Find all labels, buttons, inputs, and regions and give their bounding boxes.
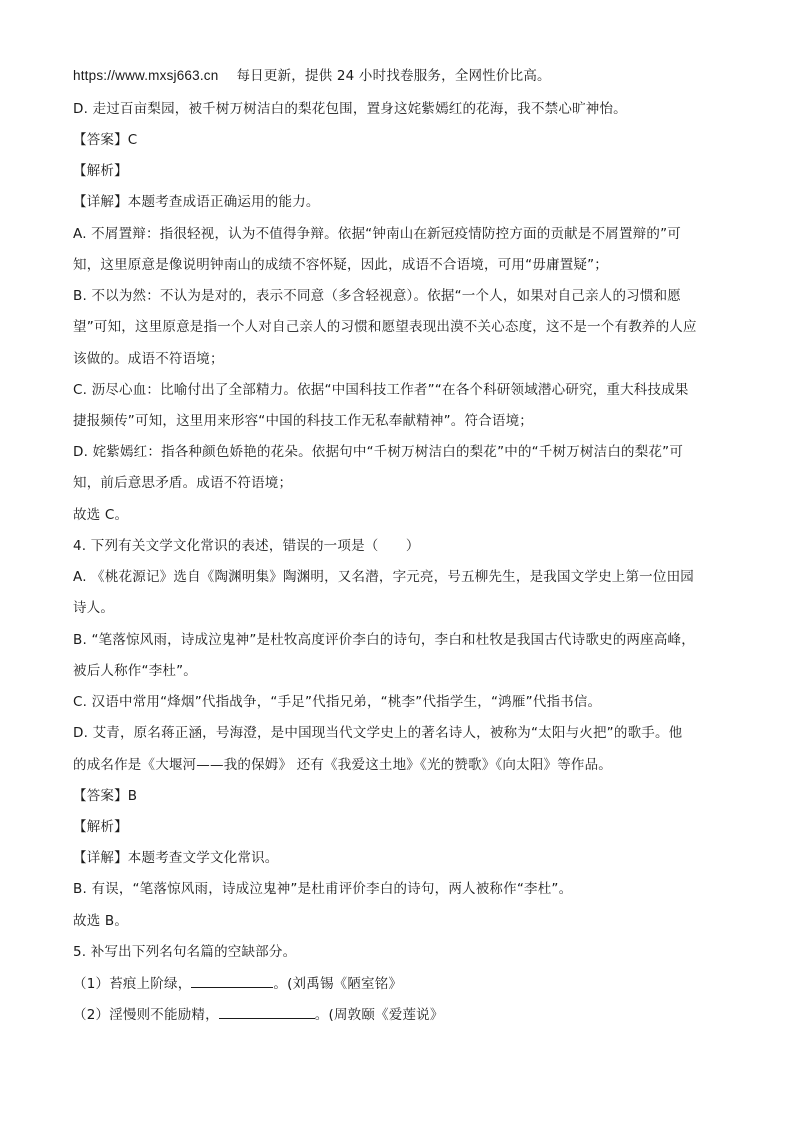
q3-answer: 【答案】C [73,132,138,148]
q4-explain: B. 有误，“笔落惊风雨，诗成泣鬼神”是杜甫评价李白的诗句，两人被称作“李杜”。 [73,881,573,897]
q4-answer: 【答案】B [73,788,138,804]
q5-item-2-blank [219,1005,315,1019]
q3-analysis-d-line1: D. 姹紫嫣红：指各种颜色娇艳的花朵。依据句中“千树万树洁白的梨花”中的“千树万树洁白的梨花”可 [73,444,684,460]
q3-analysis-c-line2: 捷报频传”可知，这里用来形容“中国的科技工作无私奉献精神”。符合语境； [73,413,533,429]
q5-item-1 [73,974,402,993]
q3-option-d: D. 走过百亩梨园，被千树万树洁白的梨花包围，置身这姹紫嫣红的花海，我不禁心旷神怡。 [73,101,627,117]
header-url[interactable]: https://www.mxsj663.cn [73,68,219,83]
page-header [73,67,551,85]
q4-option-d-line1: D. 艾青，原名蒋正涵，号海澄，是中国现当代文学史上的著名诗人，被称为“太阳与火把”的歌手。他 [73,725,683,741]
q3-analysis-a-line1: A. 不屑置辩：指很轻视，认为不值得争辩。依据“钟南山在新冠疫情防控方面的贡献是不屑置辩的”可 [73,226,681,242]
q5-item-2-suffix: 。(周敦颐《爱莲说》 [314,1007,444,1023]
q3-conclusion: 故选 C。 [73,507,129,523]
q3-analysis-b-line3: 该做的。成语不符语境； [73,351,224,367]
q5-item-1-suffix: 。(刘禹锡《陋室铭》 [273,976,403,992]
q4-detail: 【详解】本题考查文学文化常识。 [73,850,279,866]
q3-analysis-c-line1: C. 沥尽心血：比喻付出了全部精力。依据“中国科技工作者”“在各个科研领域潜心研究，重大科技成果 [73,382,689,398]
q4-option-c-line1: C. 汉语中常用“烽烟”代指战争，“手足”代指兄弟，“桃李”代指学生，“鸿雁”代指书信。 [73,694,602,710]
q3-detail: 【详解】本题考查成语正确运用的能力。 [73,194,320,210]
q4-option-a-line1: A. 《桃花源记》选自《陶渊明集》陶渊明，又名潜，字元亮，号五柳先生，是我国文学史上第一位田园 [73,569,694,585]
q4-option-a-line2: 诗人。 [73,600,115,616]
q4-option-d-line2: 的成名作是《大堰河——我的保姆》 还有《我爱这土地》《光的赞歌》《向太阳》等作品。 [73,757,612,773]
q5-item-1-blank [191,974,273,988]
q5-item-1-prefix: （1）苔痕上阶绿， [73,976,192,992]
q4-analysis-label: 【解析】 [73,819,128,835]
q5-item-2 [73,1005,444,1024]
q3-analysis-a-line2: 知，这里原意是像说明钟南山的成绩不容怀疑，因此，成语不合语境，可用“毋庸置疑”； [73,257,608,273]
header-tagline: 每日更新，提供 24 小时找卷服务，全网性价比高。 [236,68,551,84]
q4-conclusion: 故选 B。 [73,913,129,929]
q4-stem: 4. 下列有关文学文化常识的表述，错误的一项是（ ） [73,538,420,554]
q5-stem: 5. 补写出下列名句名篇的空缺部分。 [73,944,297,960]
q4-option-b-line2: 被后人称作“李杜”。 [73,663,197,679]
q3-analysis-b-line2: 望”可知，这里原意是指一个人对自己亲人的习惯和愿望表现出漠不关心态度，这不是一个有教养的人应 [73,319,697,335]
q5-item-2-prefix: （2）淫慢则不能励精， [73,1007,219,1023]
q3-analysis-label: 【解析】 [73,163,128,179]
q3-analysis-d-line2: 知，前后意思矛盾。成语不符语境； [73,475,293,491]
q4-option-b-line1: B. “笔落惊风雨，诗成泣鬼神”是杜牧高度评价李白的诗句，李白和杜牧是我国古代诗歌史的两座高峰， [73,632,695,648]
q3-analysis-b-line1: B. 不以为然：不认为是对的，表示不同意（多含轻视意）。依据“一个人，如果对自己亲人的习惯和愿 [73,288,681,304]
